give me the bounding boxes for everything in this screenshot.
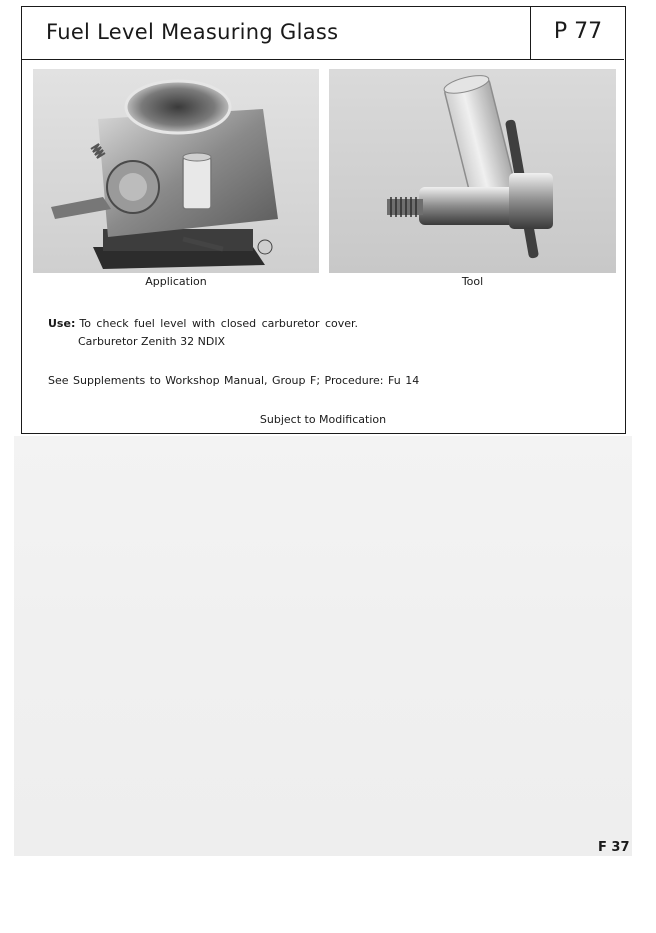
modification-note: Subject to Modification xyxy=(259,413,387,426)
carburetor-model: Carburetor Zenith 32 NDIX xyxy=(78,335,226,348)
carburetor-photo xyxy=(33,69,319,273)
page-number: F 37 xyxy=(598,840,630,855)
measuring-glass-tool-photo xyxy=(329,69,616,273)
page-title: Fuel Level Measuring Glass xyxy=(46,20,339,44)
image-caption-tool: Tool xyxy=(461,275,484,288)
image-caption-application: Application xyxy=(145,275,207,288)
page-background-tint xyxy=(14,436,632,856)
code-box xyxy=(530,7,625,59)
manual-reference: See Supplements to Workshop Manual, Group F; Procedure: Fu 14 xyxy=(48,374,420,387)
use-label: Use: xyxy=(48,317,76,330)
tool-card xyxy=(21,6,626,434)
use-description xyxy=(48,317,358,330)
title-row xyxy=(22,7,624,60)
use-text: To check fuel level with closed carburetor cover. xyxy=(79,317,359,330)
tool-code: P 77 xyxy=(553,19,603,44)
